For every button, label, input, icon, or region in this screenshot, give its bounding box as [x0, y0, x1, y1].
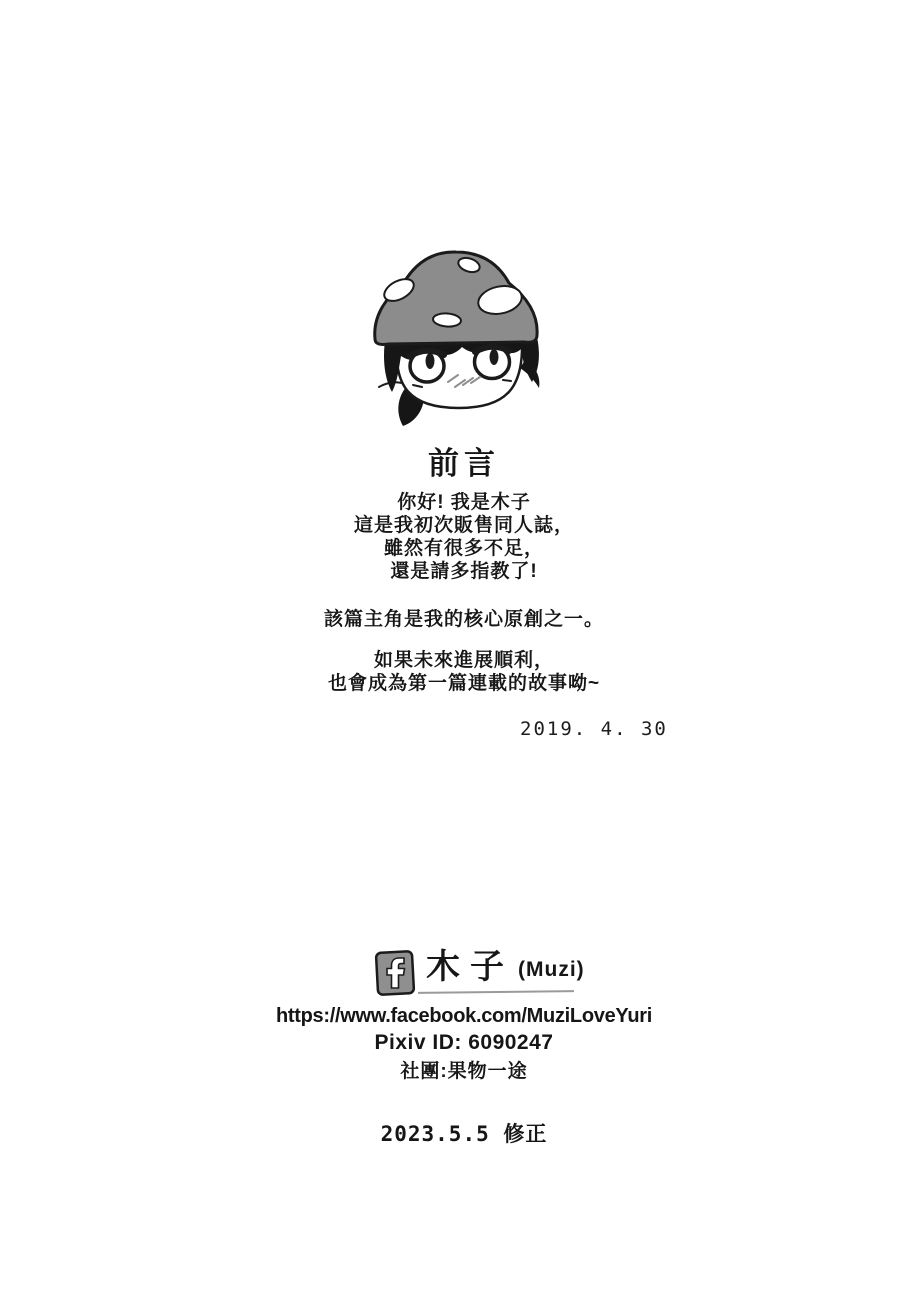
text-line: 你好! 我是木子: [397, 492, 531, 513]
future-plans-paragraph: [14, 649, 900, 695]
revision-note: 2023.5.5 修正: [380, 1122, 548, 1146]
text-line: 也會成為第一篇連載的故事呦~: [327, 673, 601, 694]
text-line: 該篇主角是我的核心原創之一。: [323, 609, 604, 630]
mushroom-chibi-icon: [355, 240, 555, 440]
author-name: 木子: [426, 948, 514, 986]
preface-date: 2019. 4. 30: [520, 718, 668, 740]
author-name-romanized: (Muzi): [518, 958, 585, 981]
intro-paragraph: [14, 491, 900, 583]
main-character-paragraph: [14, 608, 900, 631]
facebook-icon: [374, 948, 418, 998]
text-line: 如果未來進展順利，: [373, 650, 554, 671]
page-title: 前言: [428, 446, 500, 481]
circle-name: 社團:果物一途: [400, 1061, 528, 1082]
text-line: 還是請多指教了!: [390, 561, 538, 582]
mushroom-character-illustration: [355, 240, 555, 440]
text-line: 這是我初次販售同人誌，: [353, 515, 574, 536]
pixiv-id: Pixiv ID: 6090247: [374, 1031, 554, 1054]
text-line: 雖然有很多不足，: [383, 538, 544, 559]
facebook-url: https://www.facebook.com/MuziLoveYuri: [276, 1005, 652, 1027]
